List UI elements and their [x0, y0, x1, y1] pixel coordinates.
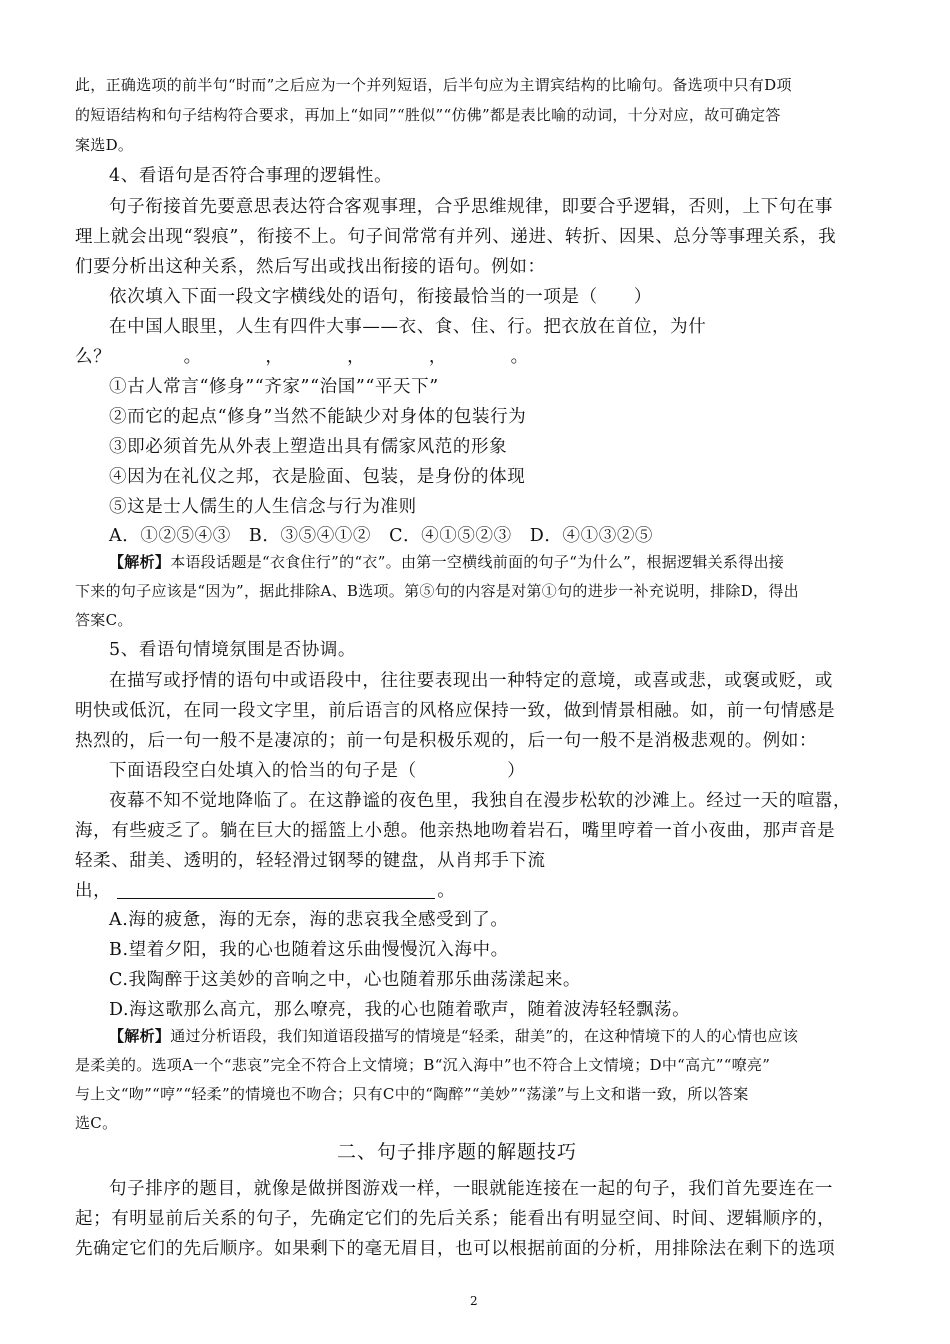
line-text: 们要分析出这种关系，然后写出或找出衔接的语句。例如： [75, 257, 546, 277]
line-text: 下面语段空白处填入的恰当的句子是（ ） [109, 761, 526, 781]
line-text: 么？ 。 ， ， ， 。 [75, 347, 529, 367]
line-text: 选C。 [75, 1114, 118, 1132]
line-text: 的短语结构和句子结构符合要求，再加上“如同”“胜似”“仿佛”都是表比喻的动词，十分对应，故可确定答 [75, 106, 781, 124]
text-line [75, 1083, 749, 1104]
line-text: A．①②⑤④③ B．③⑤④①② C．④①⑤②③ D．④①③②⑤ [109, 526, 654, 546]
line-text: 热烈的，后一句一般不是凄凉的；前一句是积极乐观的，后一句一般不是消极悲观的。例如： [75, 731, 818, 751]
text-line [75, 877, 455, 902]
line-text: 出， [75, 881, 112, 901]
text-line [75, 1235, 835, 1260]
analysis-label: 【解析】 [109, 553, 171, 571]
line-text: 通过分析语段，我们知道语段描写的情境是“轻柔，甜美”的，在这种情境下的人的心情也应该 [170, 1027, 799, 1045]
line-text: ⑤这是士人儒生的人生信念与行为准则 [109, 497, 417, 517]
text-line [109, 463, 525, 488]
line-text: 5、看语句情境氛围是否协调。 [109, 640, 357, 660]
text-line [109, 906, 509, 931]
text-line [109, 996, 690, 1021]
line-text: 与上文“吻”“哼”“轻柔”的情境也不吻合；只有C中的“陶醉”“美妙”“荡漾”与上文和谐一致，所以答案 [75, 1085, 749, 1103]
line-text: 案选D。 [75, 136, 134, 154]
line-text: 句子排序的题目，就像是做拼图游戏一样，一眼就能连接在一起的句子，我们首先要连在一 [109, 1179, 833, 1199]
line-text: 在中国人眼里，人生有四件大事——衣、食、住、行。把衣放在首位，为什 [109, 317, 707, 337]
line-text: 本语段话题是“衣食住行”的“衣”。由第一空横线前面的句子“为什么”，根据逻辑关系得出接 [170, 553, 785, 571]
text-line [75, 104, 781, 125]
line-text: ③即必须首先从外表上塑造出具有儒家风范的形象 [109, 437, 508, 457]
line-text: 是柔美的。选项A一个“悲哀”完全不符合上文情境；B“沉入海中”也不符合上文情境；D中“高亢”“嘹亮” [75, 1056, 771, 1074]
text-line [75, 74, 792, 95]
answer-blank [117, 882, 435, 899]
text-line [75, 727, 817, 752]
line-text: 在描写或抒情的语句中或语段中，往往要表现出一种特定的意境，或喜或悲，或褒或贬，或 [109, 671, 833, 691]
text-line [109, 936, 509, 961]
text-line [75, 1205, 835, 1230]
text-line [75, 580, 799, 601]
text-line [109, 283, 652, 308]
text-line [109, 787, 851, 812]
text-line [75, 343, 529, 368]
text-line [109, 966, 581, 991]
line-text: C.我陶醉于这美妙的音响之中，心也随着那乐曲荡漾起来。 [109, 970, 582, 990]
text-line [109, 493, 417, 518]
line-text: 起；有明显前后关系的句子，先确定它们的先后关系；能看出有明显空间、时间、逻辑顺序的， [75, 1209, 836, 1229]
line-text: 轻柔、甜美、透明的，轻轻滑过钢琴的键盘，从肖邦手下流 [75, 851, 546, 871]
text-line [75, 253, 546, 278]
text-line [75, 134, 133, 155]
line-text: 答案C。 [75, 611, 133, 629]
line-text: 夜幕不知不觉地降临了。在这静谧的夜色里，我独自在漫步松软的沙滩上。经过一天的喧嚣， [109, 791, 852, 811]
text-line [75, 223, 836, 248]
text-line [75, 847, 546, 872]
line-text: 理上就会出现“裂痕”，衔接不上。句子间常常有并列、递进、转折、因果、总分等事理关系，我 [75, 227, 837, 247]
text-line [75, 1112, 117, 1133]
text-line [75, 817, 835, 842]
line-text: B.望着夕阳，我的心也随着这乐曲慢慢沉入海中。 [109, 940, 509, 960]
page-number: 2 [470, 1294, 478, 1308]
text-line [109, 1175, 833, 1200]
text-line [109, 162, 392, 187]
text-line [75, 1054, 770, 1075]
line-text: ④因为在礼仪之邦，衣是脸面、包装，是身份的体现 [109, 467, 526, 487]
section-heading: 二、句子排序题的解题技巧 [337, 1141, 578, 1163]
line-text: 海，有些疲乏了。躺在巨大的摇篮上小憩。他亲热地吻着岩石，嘴里哼着一首小夜曲，那声音是 [75, 821, 836, 841]
text-line [109, 1025, 798, 1046]
line-text: ②而它的起点“修身”当然不能缺少对身体的包装行为 [109, 407, 527, 427]
line-text: ①古人常言“修身”“齐家”“治国”“平天下” [109, 377, 439, 397]
text-line [109, 193, 833, 218]
line-text: 此，正确选项的前半句“时而”之后应为一个并列短语，后半句应为主谓宾结构的比喻句。备选项中只有D项 [75, 76, 792, 94]
line-text: 明快或低沉，在同一段文字里，前后语言的风格应保持一致，做到情景相融。如，前一句情感是 [75, 701, 836, 721]
line-text: 依次填入下面一段文字横线处的语句，衔接最恰当的一项是（ ） [109, 287, 652, 307]
text-line [75, 609, 133, 630]
text-line [109, 667, 833, 692]
text-line [109, 433, 507, 458]
text-line [109, 551, 784, 572]
text-line [75, 697, 835, 722]
line-text: D.海这歌那么高亢，那么嘹亮，我的心也随着歌声，随着波涛轻轻飘荡。 [109, 1000, 691, 1020]
line-text: 先确定它们的先后顺序。如果剩下的毫无眉目，也可以根据前面的分析，用排除法在剩下的选项 [75, 1239, 836, 1259]
line-text: A.海的疲惫，海的无奈，海的悲哀我全感受到了。 [109, 910, 509, 930]
text-line [109, 403, 526, 428]
line-text: 4、看语句是否符合事理的逻辑性。 [109, 166, 393, 186]
line-tail: 。 [437, 881, 456, 901]
text-line [109, 757, 525, 782]
analysis-label: 【解析】 [109, 1027, 171, 1045]
line-text: 下来的句子应该是“因为”，据此排除A、B选项。第⑤句的内容是对第①句的进步一补充说明，排除D，得出 [75, 582, 799, 600]
text-line [109, 373, 439, 398]
line-text: 句子衔接首先要意思表达符合客观事理，合乎思维规律，即要合乎逻辑，否则，上下句在事 [109, 197, 833, 217]
text-line [109, 313, 706, 338]
text-line [109, 522, 653, 547]
text-line [109, 636, 356, 661]
